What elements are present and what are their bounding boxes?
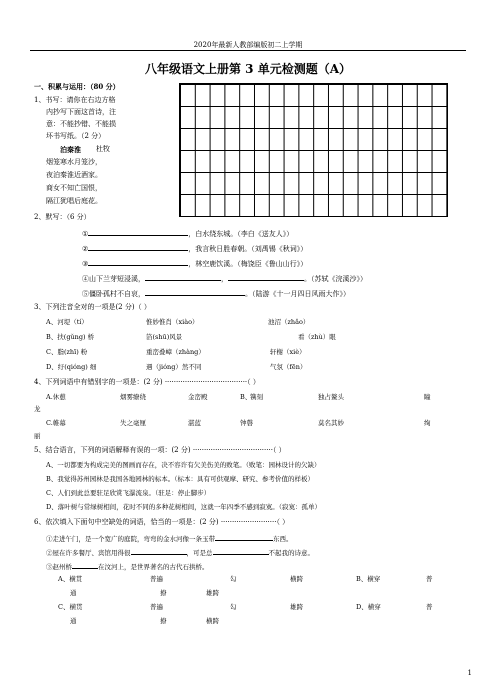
q6-a-3: 勾	[230, 575, 237, 583]
q2-blank-5[interactable]	[145, 288, 245, 296]
q4-c-5: 莫名其妙	[318, 419, 344, 427]
q6-c-1: C、横贯	[58, 603, 83, 611]
q6-c-2: 普遍	[150, 603, 163, 611]
q6-stem: 6、依次填入下面句中空缺处的词语，恰当的一项是：(2 分) ·························（ ）	[34, 518, 290, 526]
q4-wrap-1: 龙	[34, 405, 41, 413]
q6-a-2: 普遍	[150, 575, 163, 583]
q3-d-1: D、纡(qióng) 细	[46, 363, 97, 371]
q3-c-1: C、脂(zhī) 粉	[46, 348, 88, 356]
page-header: 2020年最新人教部编版初二上学期	[193, 41, 303, 49]
q6-b-5: 雄跨	[206, 589, 219, 597]
q1-line-2: 内抄写下面这首诗，注	[46, 108, 116, 116]
q2-stem: 2、默写：（6 分）	[34, 213, 91, 221]
page-number: 1	[467, 669, 472, 677]
q6-d-2: 普	[426, 603, 433, 611]
q6-d-1: D、横穿	[356, 603, 381, 611]
q6-d-4: 撩	[160, 617, 167, 625]
q3-c-3: 轩榭（xiè）	[270, 348, 306, 356]
q6-a-4: 横跨	[290, 575, 303, 583]
q3-b-2: 箔(shū)风景	[146, 333, 183, 341]
q4-a-1: A.休憩	[46, 393, 66, 401]
q2-blank-4a[interactable]	[145, 273, 221, 281]
q6-sentence-3: ③赵州桥 在汶河上，是世界著名的古代石拱桥。	[46, 563, 209, 571]
q3-a-2: 惟妙惟肖（xiào）	[146, 318, 199, 326]
q6-blank-2[interactable]	[131, 547, 187, 555]
q4-c-3: 湛蓝	[188, 419, 201, 427]
q3-c-2: 重峦叠嶂（zhàng）	[146, 348, 205, 356]
poem-author: 杜牧	[96, 145, 110, 153]
q3-b-1: B、扶(gǔng) 桥	[46, 333, 95, 341]
q4-c-2: 失之毫厘	[120, 419, 146, 427]
q6-b-1: B、横穿	[356, 575, 381, 583]
q4-a-3: 金峦殿	[188, 393, 208, 401]
q6-c-4: 雄跨	[290, 603, 303, 611]
q2-item-4: ④山下兰芽短浸溪， ， 。（苏轼《浣溪沙》）	[82, 275, 367, 283]
q4-wrap-2: 丽	[34, 432, 41, 440]
q2-item-3: ③ ，林空鹿饮溪。（梅饶臣《鲁山山行》）	[82, 260, 308, 268]
q6-blank-4[interactable]	[72, 561, 98, 569]
q3-a-3: 池沼（zhǎo）	[268, 318, 310, 326]
q4-stem: 4、下列词语中有错别字的一项是：(2 分) ·····································（ ）	[34, 378, 260, 386]
q2-blank-2[interactable]	[88, 243, 188, 251]
poem-line-2: 夜泊秦淮近酒家。	[46, 171, 102, 179]
q4-a-6: 瞳	[424, 393, 431, 401]
q2-item-2: ② ，我言秋日胜春朝。（刘禹锡《秋词》）	[82, 245, 308, 253]
q3-b-3: 看（zhù）眼	[298, 333, 336, 341]
q6-a-1: A、横贯	[58, 575, 83, 583]
q1-line-1: 1、书写：请你在右边方格	[34, 96, 116, 104]
q2-blank-3[interactable]	[88, 258, 188, 266]
q5-opt-b: B、我觉得苏州园林是我国各地园林的标本。（标本：具有可供观摩、研究、参考价值的样板）	[46, 475, 315, 483]
header-rule	[30, 50, 466, 51]
poem-line-1: 烟笼寒水月笼沙，	[46, 158, 102, 166]
q6-b-2: 普	[426, 575, 433, 583]
q5-opt-d: D、落叶树与常绿树相间，花时不同的多种花树相间，这就一年四季不感到寂寞。（寂寞：孤单）	[46, 503, 321, 511]
q4-c-6: 绚	[424, 419, 431, 427]
q5-opt-c: C、人们到此总要驻足欣赏飞瀑流泉。（驻足：停止脚步）	[46, 489, 211, 497]
q2-item-1: ① ，白水绕东城。（李白《送友人》）	[82, 230, 294, 238]
q5-opt-a: A、一切都要为构成完美的图画而存在，决不容许有欠美伤美的败笔。（败笔：园林设计的欠缺）	[46, 461, 321, 469]
q6-d-3: 通	[70, 617, 77, 625]
q4-a-5: 独占鳌头	[318, 393, 344, 401]
q1-line-3: 意：不能抄错、不能损	[46, 120, 116, 128]
q1-line-4: 坏书写纸。（2 分）	[46, 132, 106, 140]
q6-sentence-1: ①走进午门，是一个宽广的庭院，弯弯的金水河像一条玉带 东西。	[46, 535, 293, 543]
writing-grid[interactable]	[179, 83, 448, 217]
q6-d-5: 横跨	[206, 617, 219, 625]
q6-sentence-2: ②屋在许多餐厅、宾馆用得很 ，可是总 不起我的诗意。	[46, 549, 314, 557]
q3-d-3: 气氛（fēn）	[270, 363, 307, 371]
q5-stem: 5、结合语言，下列的词语解释有误的一项：(2 分) ····································（ ）	[34, 446, 286, 454]
q6-b-4: 撩	[160, 589, 167, 597]
q6-blank-3[interactable]	[213, 547, 269, 555]
q3-d-2: 遇（jióng）然不同	[146, 363, 202, 371]
q6-c-3: 勾	[230, 603, 237, 611]
poem-line-4: 隔江犹唱后庭花。	[46, 197, 102, 205]
q4-a-2: 烟雾缭绕	[120, 393, 146, 401]
poem-title: 泊秦淮	[60, 145, 81, 154]
section-heading: 一、积累与运用：（80 分）	[34, 82, 120, 91]
q3-a-1: A、河堤（tí）	[46, 318, 88, 326]
q4-b-label: B、	[240, 393, 252, 401]
q2-item-5: ⑤僵卧孤村不自哀， 。（陆游《十一月四日风雨大作》）	[82, 290, 350, 298]
q4-c-1: C.帷幕	[46, 419, 66, 427]
q4-a-4: 镌刻	[250, 393, 263, 401]
page-title: 八年级语文上册第 3 单元检测题（A）	[144, 62, 352, 76]
q2-blank-4b[interactable]	[228, 273, 304, 281]
q6-blank-1[interactable]	[215, 533, 273, 541]
poem-line-3: 商女不知亡国恨，	[46, 184, 102, 192]
q4-c-4: 钟磬	[240, 419, 253, 427]
q3-stem: 3、下列注音全对的一项是(2 分)（ ）	[34, 303, 151, 311]
q6-b-3: 通	[70, 589, 77, 597]
q2-blank-1[interactable]	[88, 228, 188, 236]
